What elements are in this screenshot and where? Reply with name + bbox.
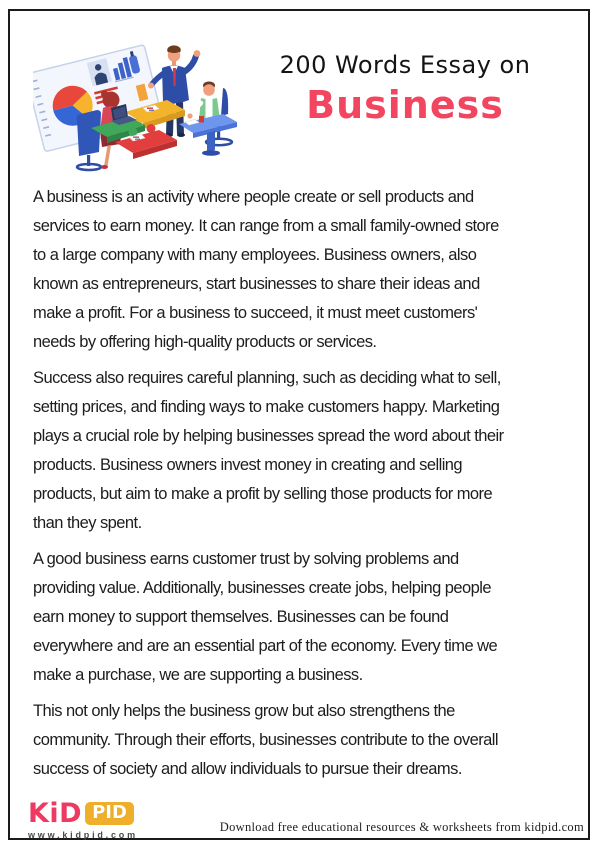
essay-paragraph: [33, 183, 585, 357]
kidpid-logo: [28, 800, 138, 840]
essay-line: known as entrepreneurs, start businesses to share their ideas and: [33, 275, 480, 293]
essay-line: setting prices, and finding ways to make customers happy. Marketing: [33, 398, 500, 416]
page-subtitle: 200 Words Essay on: [279, 51, 531, 79]
essay-line: to a large company with many employees. Business owners, also: [33, 246, 477, 264]
business-meeting-illustration: [33, 16, 238, 174]
essay-body: [33, 183, 585, 791]
essay-line: community. Through their efforts, businesses contribute to the overall: [33, 731, 499, 749]
essay-line: everywhere and are an essential part of the economy. Every time we: [33, 637, 498, 655]
footer-note: Download free educational resources & worksheets from kidpid.com: [219, 820, 584, 834]
essay-paragraph: [33, 697, 585, 784]
essay-line: than they spent.: [33, 514, 142, 532]
seated-man: [187, 82, 220, 121]
logo-row: [28, 800, 138, 827]
essay-line: This not only helps the business grow but also strengthens the: [33, 702, 455, 720]
essay-paragraph: [33, 545, 585, 690]
page-title: Business: [306, 83, 504, 127]
header: [240, 50, 570, 126]
essay-line: Success also requires careful planning, such as deciding what to sell,: [33, 369, 501, 387]
essay-line: success of society and allow individuals to pursue their dreams.: [33, 760, 462, 778]
essay-line: make a profit. For a business to succeed, it must meet customers': [33, 304, 478, 322]
essay-line: products, but aim to make a profit by selling those products for more: [33, 485, 493, 503]
essay-line: products. Business owners invest money in creating and selling: [33, 456, 463, 474]
essay-line: make a purchase, we are supporting a business.: [33, 666, 363, 684]
essay-line: earn money to support themselves. Businesses can be found: [33, 608, 449, 626]
office-chair-left: [77, 110, 102, 170]
red-cup: [199, 116, 204, 123]
essay-line: services to earn money. It can range from a small family-owned store: [33, 217, 499, 235]
essay-line: providing value. Additionally, businesses create jobs, helping people: [33, 579, 491, 597]
essay-line: A business is an activity where people create or sell products and: [33, 188, 474, 206]
meeting-desk: [179, 114, 237, 156]
essay-line: A good business earns customer trust by solving problems and: [33, 550, 459, 568]
logo-pid-badge: PID: [85, 802, 134, 825]
essay-line: plays a crucial role by helping businesses spread the word about their: [33, 427, 504, 445]
essay-line: needs by offering high-quality products or services.: [33, 333, 377, 351]
logo-kid-text: KiD: [28, 798, 83, 829]
logo-website-url: www.kidpid.com: [28, 830, 138, 840]
essay-paragraph: [33, 364, 585, 538]
